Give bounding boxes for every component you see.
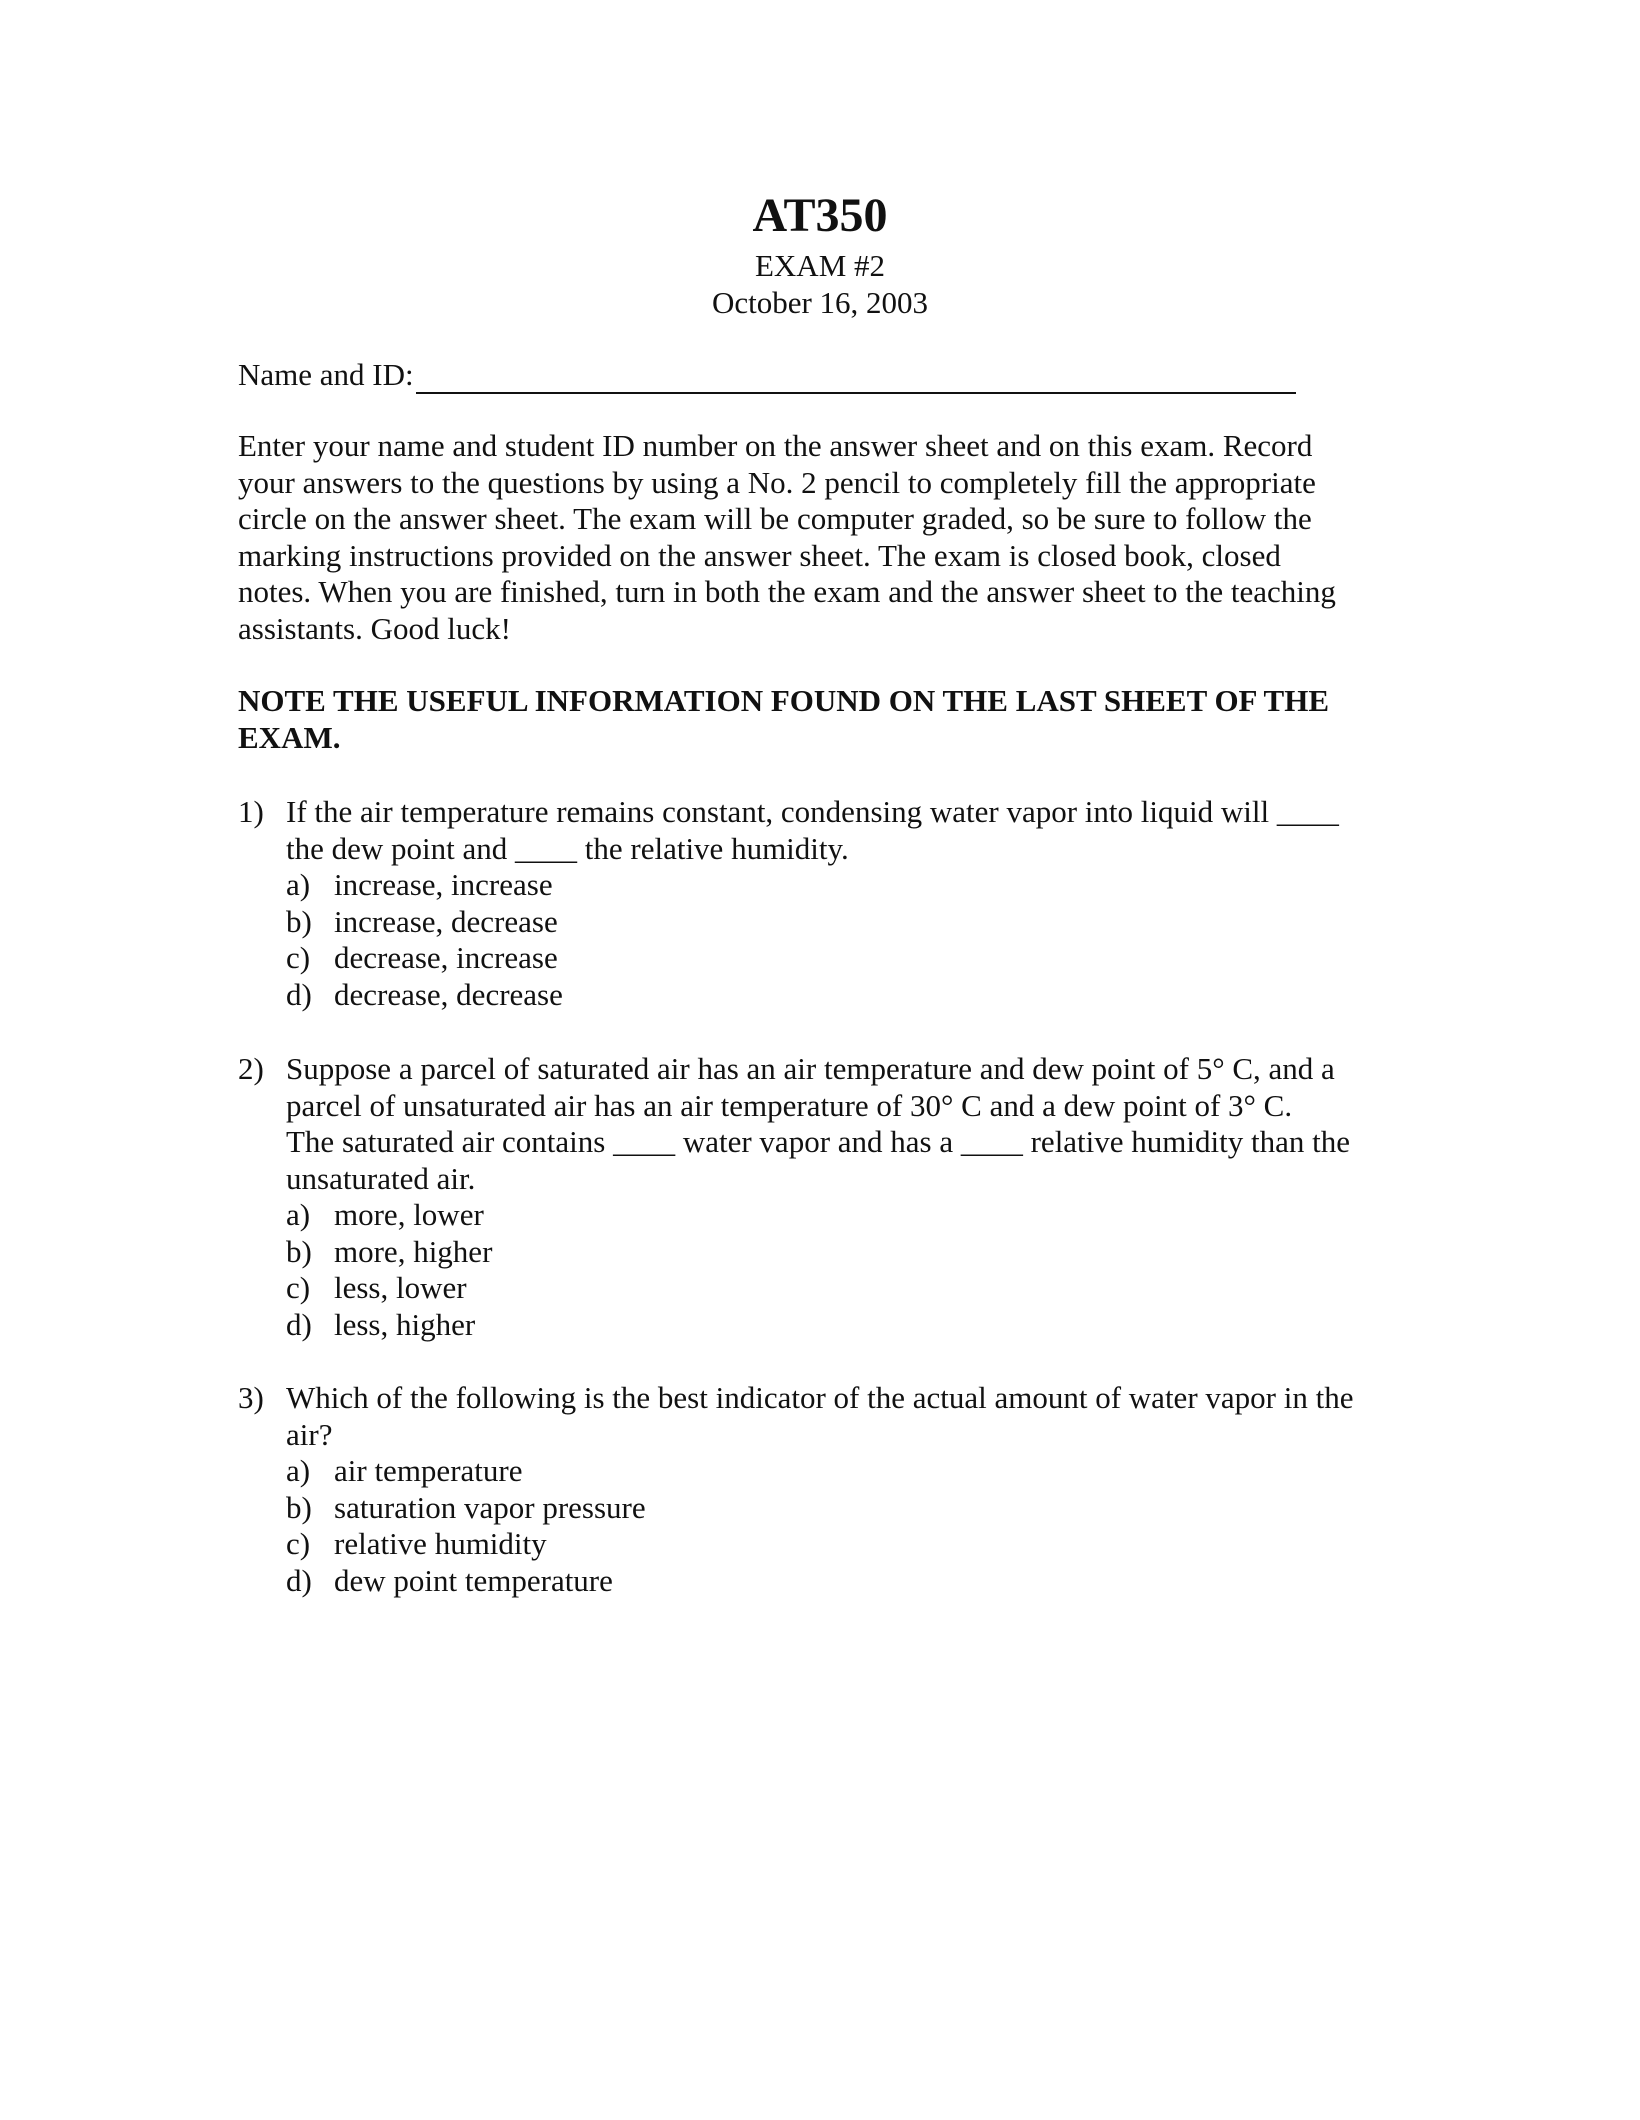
answer-option-c — [286, 1526, 1406, 1563]
answer-options — [286, 1453, 1406, 1599]
option-text: decrease, increase — [334, 940, 558, 975]
question-text-line: If the air temperature remains constant, condensing water vapor into liquid will ____ — [286, 794, 1339, 829]
question-text-line: Which of the following is the best indicator of the actual amount of water vapor in the — [286, 1380, 1354, 1415]
instructions-line: assistants. Good luck! — [238, 610, 511, 646]
answer-option-b — [286, 904, 1406, 941]
option-text: relative humidity — [334, 1526, 547, 1561]
option-letter: b) — [286, 1233, 312, 1269]
answer-option-d — [286, 1563, 1406, 1600]
answer-option-d — [286, 977, 1406, 1014]
instructions-line: Enter your name and student ID number on the answer sheet and on this exam. Record — [238, 428, 1313, 463]
question-text-line: Suppose a parcel of saturated air has an air temperature and dew point of 5° C, and a — [286, 1051, 1335, 1086]
question-text-line: parcel of unsaturated air has an air temperature of 30° C and a dew point of 3° C. — [286, 1087, 1293, 1123]
option-text: increase, increase — [334, 867, 553, 902]
option-text: increase, decrease — [334, 903, 558, 939]
option-letter: c) — [286, 1526, 311, 1561]
answer-options — [286, 1197, 1406, 1343]
answer-option-c — [286, 1270, 1406, 1307]
question-text-line: air? — [286, 1416, 333, 1452]
answer-options — [286, 867, 1406, 1013]
question-text-line: unsaturated air. — [286, 1160, 476, 1196]
course-title: AT350 — [752, 189, 888, 242]
answer-option-a — [286, 1453, 1406, 1490]
question-number: 1) — [238, 794, 264, 829]
answer-option-a — [286, 1197, 1406, 1234]
instructions-line: notes. When you are finished, turn in both the exam and the answer sheet to the teaching — [238, 574, 1336, 609]
option-letter: d) — [286, 976, 312, 1012]
question-number: 2) — [238, 1051, 264, 1086]
option-letter: b) — [286, 903, 312, 939]
option-text: dew point temperature — [334, 1562, 613, 1598]
option-text: saturation vapor pressure — [334, 1489, 646, 1525]
name-id-blank-line — [416, 362, 1296, 394]
name-id-label: Name and ID: — [238, 357, 414, 392]
instructions-line: your answers to the questions by using a No. 2 pencil to completely fill the appropriate — [238, 464, 1316, 500]
answer-option-b — [286, 1234, 1406, 1271]
answer-option-a — [286, 867, 1406, 904]
question-text-line: The saturated air contains ____ water vapor and has a ____ relative humidity than the — [286, 1124, 1350, 1159]
option-text: air temperature — [334, 1453, 523, 1488]
question-text-line: the dew point and ____ the relative humidity. — [286, 830, 849, 866]
note-heading — [238, 683, 1388, 756]
option-letter: b) — [286, 1489, 312, 1525]
note-line: EXAM. — [238, 719, 341, 755]
option-text: more, lower — [334, 1197, 484, 1232]
instructions-line: circle on the answer sheet. The exam will be computer graded, so be sure to follow the — [238, 501, 1312, 536]
instructions-paragraph — [238, 428, 1388, 647]
answer-option-b — [286, 1490, 1406, 1527]
option-text: more, higher — [334, 1233, 493, 1269]
option-letter: a) — [286, 1197, 311, 1232]
option-letter: a) — [286, 867, 311, 902]
exam-date: October 16, 2003 — [711, 285, 929, 320]
question-body — [286, 794, 1406, 1013]
instructions-line: marking instructions provided on the answer sheet. The exam is closed book, closed — [238, 537, 1281, 573]
name-id-row — [238, 356, 1296, 394]
option-text: less, higher — [334, 1306, 476, 1342]
note-line: NOTE THE USEFUL INFORMATION FOUND ON THE LAST SHEET OF THE — [238, 683, 1329, 718]
option-letter: d) — [286, 1306, 312, 1342]
option-letter: c) — [286, 1270, 311, 1305]
question-body — [286, 1051, 1406, 1343]
option-letter: a) — [286, 1453, 311, 1488]
question-body — [286, 1380, 1406, 1599]
answer-option-d — [286, 1307, 1406, 1344]
question-number: 3) — [238, 1380, 264, 1415]
option-text: less, lower — [334, 1270, 467, 1305]
option-letter: d) — [286, 1562, 312, 1598]
option-letter: c) — [286, 940, 311, 975]
exam-number: EXAM #2 — [754, 248, 886, 283]
answer-option-c — [286, 940, 1406, 977]
option-text: decrease, decrease — [334, 976, 563, 1012]
